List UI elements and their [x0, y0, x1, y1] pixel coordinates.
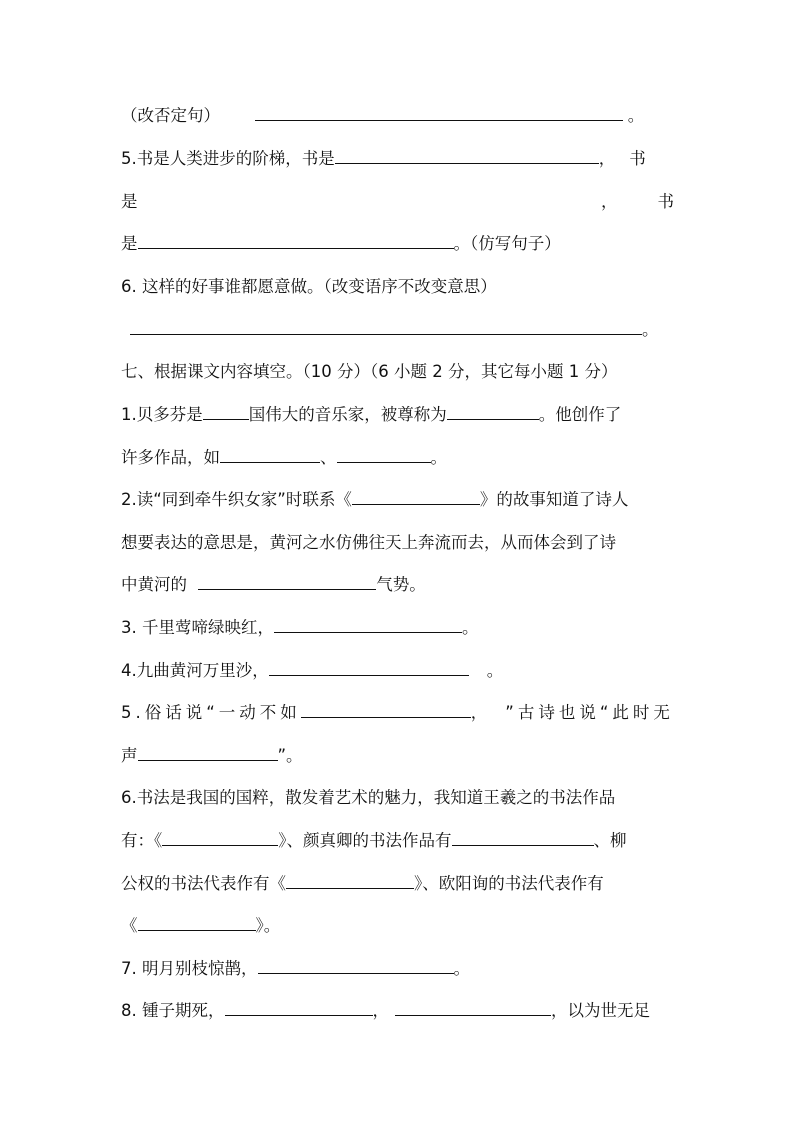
answer-blank[interactable] — [447, 403, 539, 420]
punct: 《 — [121, 916, 138, 935]
question-text: 、柳 — [593, 831, 627, 850]
answer-blank[interactable] — [220, 446, 320, 463]
question-text: 2.读“同到牵牛织女家”时联系《 — [121, 490, 352, 509]
line-s4 — [121, 659, 674, 683]
punct: 》。 — [255, 916, 281, 935]
punct: 、 — [320, 448, 337, 467]
question-text: 气势。 — [376, 575, 426, 594]
answer-blank[interactable] — [286, 872, 414, 889]
line-s2 — [121, 488, 674, 512]
punct: ， — [470, 703, 488, 722]
line-s5-cont — [121, 744, 674, 768]
answer-blank[interactable] — [337, 446, 431, 463]
question-text: 5.书是人类进步的阶梯，书是 — [121, 149, 335, 168]
line-s7 — [121, 957, 674, 981]
question-text: 3. 千里莺啼绿映红， — [121, 618, 274, 637]
punct: 。 — [462, 618, 479, 637]
question-text: 4.九曲黄河万里沙， — [121, 661, 269, 680]
question-text: 中黄河的 — [121, 575, 193, 594]
answer-blank[interactable] — [225, 999, 373, 1016]
line-s5 — [121, 701, 674, 725]
line-s3 — [121, 616, 674, 640]
answer-blank[interactable] — [301, 701, 471, 718]
punct: ”。 — [277, 746, 303, 765]
line-s2-cont — [121, 531, 674, 555]
line-q6-answer — [121, 318, 674, 342]
question-text: 书 — [657, 192, 674, 211]
prompt-text: （改否定句） — [121, 106, 220, 125]
line-q5-cont — [121, 190, 674, 214]
question-text: 。他创作了 — [538, 405, 622, 424]
answer-blank[interactable] — [352, 488, 480, 505]
question-text: 是 — [121, 234, 138, 253]
question-text: 6. 这样的好事谁都愿意做。（改变语序不改变意思） — [121, 277, 497, 296]
question-text: 国伟大的音乐家，被尊称为 — [248, 405, 447, 424]
line-s6-cont2 — [121, 872, 674, 896]
section-title: 七、根据课文内容填空。（10 分）（6 小题 2 分，其它每小题 1 分） — [121, 362, 618, 381]
question-text: 》的故事知道了诗人 — [479, 490, 629, 509]
answer-blank[interactable] — [274, 616, 462, 633]
question-text: 5.俗话说“一动不如 — [121, 703, 301, 722]
answer-blank[interactable] — [269, 659, 469, 676]
answer-blank[interactable] — [130, 318, 642, 335]
section-heading — [121, 360, 674, 384]
question-text: ”古诗也说“此时无 — [505, 703, 674, 722]
line-negation — [121, 104, 674, 128]
line-s8 — [121, 999, 674, 1023]
punct: ， — [372, 1001, 389, 1020]
line-s6 — [121, 786, 674, 810]
punct: 。 — [486, 661, 504, 680]
question-text: 6.书法是我国的国粹，散发着艺术的魅力，我知道王羲之的书法作品 — [121, 788, 616, 807]
answer-blank[interactable] — [255, 104, 623, 121]
question-text: 想要表达的意思是，黄河之水仿佛往天上奔流而去，从而体会到了诗 — [121, 533, 616, 552]
punct: 。 — [430, 448, 447, 467]
answer-blank[interactable] — [258, 957, 454, 974]
question-text: 书 — [629, 149, 646, 168]
answer-blank[interactable] — [452, 829, 594, 846]
question-text: 公权的书法代表作有《 — [121, 874, 286, 893]
punct: ， — [601, 192, 618, 211]
answer-blank[interactable] — [138, 914, 256, 931]
instruction-text: 。（仿写句子） — [453, 234, 561, 253]
question-text: 8. 锺子期死， — [121, 1001, 225, 1020]
question-text: 1.贝多芬是 — [121, 405, 203, 424]
answer-blank[interactable] — [138, 232, 454, 249]
line-q6 — [121, 275, 674, 299]
question-text: 》、欧阳询的书法代表作有 — [414, 874, 604, 893]
question-text: 是 — [121, 192, 138, 211]
line-s1-cont — [121, 446, 674, 470]
question-text: 7. 明月别枝惊鹊， — [121, 959, 258, 978]
answer-blank[interactable] — [162, 829, 278, 846]
answer-blank[interactable] — [203, 403, 249, 420]
line-s6-end — [121, 914, 674, 938]
line-s6-cont — [121, 829, 674, 853]
punct: 。 — [453, 959, 470, 978]
line-q5 — [121, 147, 674, 171]
answer-blank[interactable] — [138, 744, 278, 761]
question-text: 许多作品，如 — [121, 448, 220, 467]
punct: 。 — [642, 320, 659, 339]
answer-blank[interactable] — [335, 147, 599, 164]
line-q5-end — [121, 232, 674, 256]
question-text: 》、颜真卿的书法作品有 — [278, 831, 452, 850]
answer-blank[interactable] — [198, 573, 376, 590]
question-text: 声 — [121, 746, 138, 765]
answer-blank[interactable] — [395, 999, 551, 1016]
line-s1 — [121, 403, 674, 427]
punct: ， — [598, 149, 616, 168]
question-text: 有：《 — [121, 831, 163, 850]
question-text: ，以为世无足 — [551, 1001, 650, 1020]
line-s2-end — [121, 573, 674, 597]
punct: 。 — [627, 106, 645, 125]
